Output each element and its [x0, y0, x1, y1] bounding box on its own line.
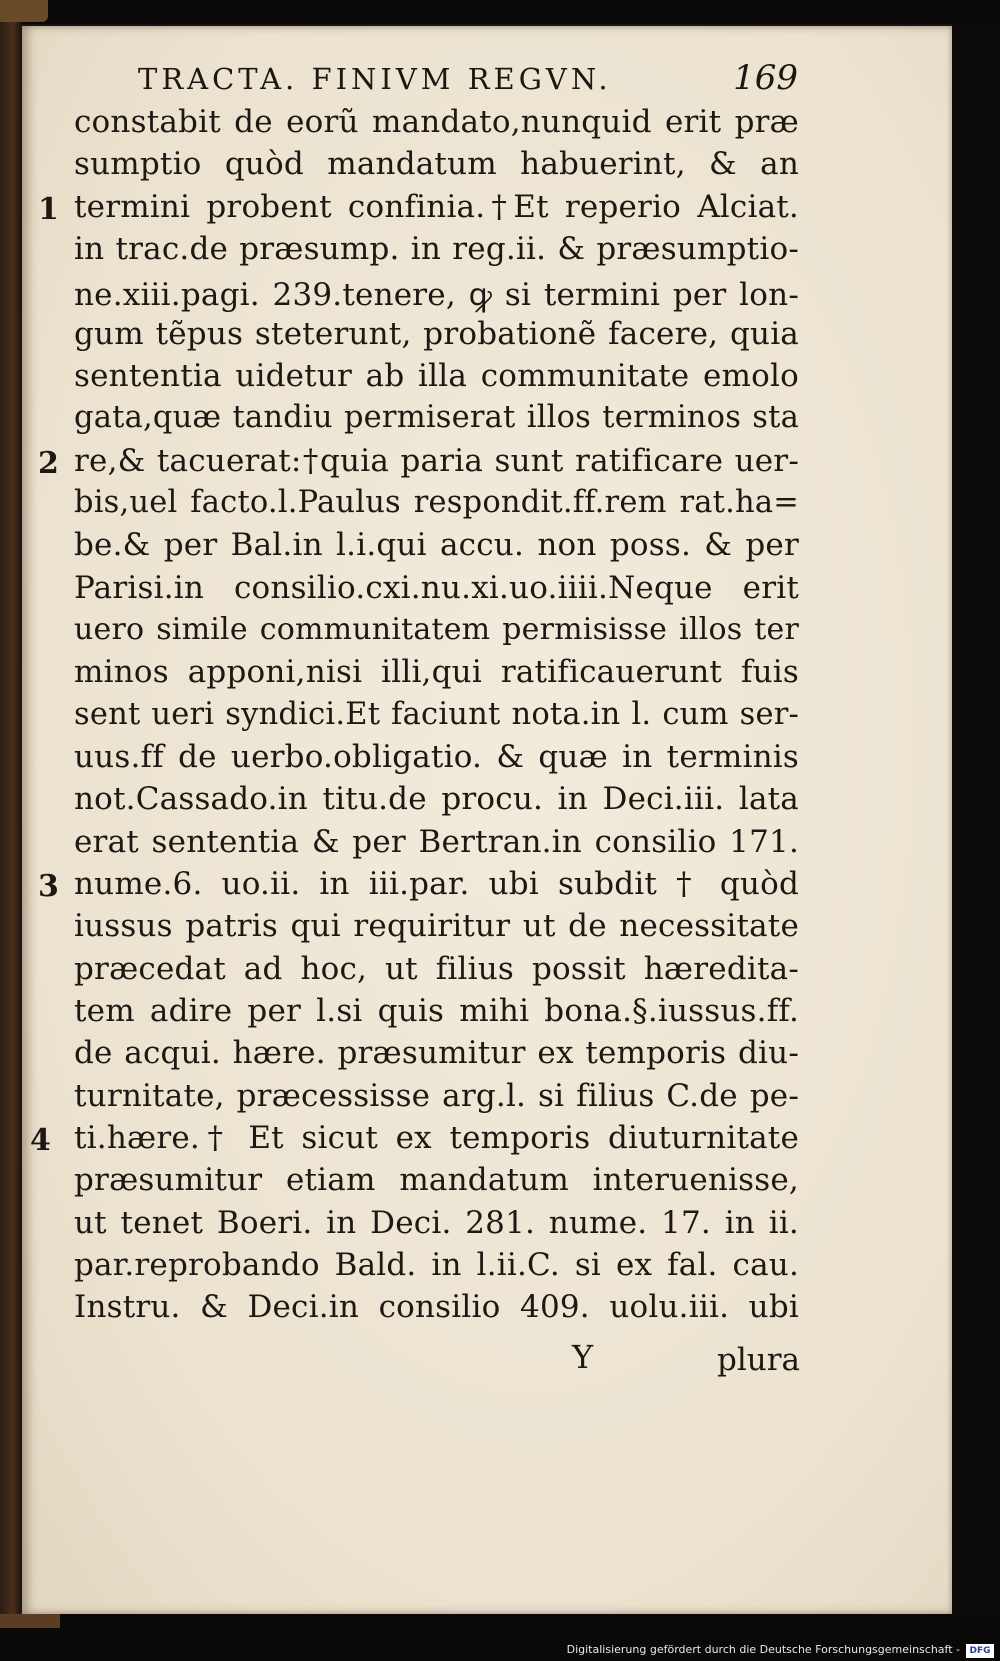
text-line: sent ueri syndici.Et faciunt nota.in l. cum ser- [74, 697, 799, 732]
running-head [138, 58, 798, 102]
text-line: sumptio quòd mandatum habuerint, & an [74, 146, 799, 182]
text-line: re,& tacuerat:†quia paria sunt ratificare uer- [74, 443, 799, 479]
catchword: plura [716, 1342, 800, 1378]
text-line: par.reprobando Bald. in l.ii.C. si ex fal. cau. [74, 1247, 799, 1283]
text-line: not.Cassado.in titu.de procu. in Deci.iii. lata [74, 781, 799, 817]
text-line: erat sententia & per Bertran.in consilio 171. [74, 824, 799, 860]
book-binding-edge [0, 0, 22, 1661]
text-line: uus.ff de uerbo.obligatio. & quæ in terminis [74, 739, 799, 775]
text-line: ti.hære.† Et sicut ex temporis diuturnitate [74, 1120, 799, 1156]
text-line: bis,uel facto.l.Paulus respondit.ff.rem rat.ha= [74, 485, 799, 520]
running-title: TRACTA. FINIVM REGVN. [138, 62, 612, 96]
text-line: præsumitur etiam mandatum interuenisse, [74, 1162, 799, 1198]
dfg-logo: DFG [966, 1644, 994, 1658]
text-line: be.& per Bal.in l.i.qui accu. non poss. & per [74, 527, 799, 563]
signature-mark: Y [572, 1338, 594, 1376]
text-line: præcedat ad hoc, ut filius possit hæredita- [74, 951, 799, 987]
scan-top-border [0, 0, 1000, 24]
binding-corner [0, 0, 48, 22]
text-line: turnitate, præcessisse arg.l. si filius C.de pe- [74, 1078, 799, 1114]
text-line: iussus patris qui requiritur ut de necessitate [74, 908, 799, 944]
text-line: termini probent confinia.†Et reperio Alciat. [74, 189, 799, 225]
text-line: gata,quæ tandiu permiserat illos terminos sta [74, 400, 799, 435]
text-line: tem adire per l.si quis mihi bona.§.iussus.ff. [74, 993, 799, 1029]
scan-right-border [952, 24, 1000, 1624]
text-line: uero simile communitatem permisisse illos ter [74, 612, 799, 647]
text-line: Parisi.in consilio.cxi.nu.xi.uo.iiii.Neque erit [74, 570, 799, 606]
binding-bottom-corner [0, 1614, 60, 1628]
text-line: Instru. & Deci.in consilio 409. uolu.iii. ubi [74, 1289, 799, 1325]
margin-note-number: 2 [38, 446, 59, 481]
text-line: ut tenet Boeri. in Deci. 281. nume. 17. in ii. [74, 1205, 799, 1241]
text-line: minos apponi,nisi illi,qui ratificauerunt fuis [74, 654, 799, 690]
text-line: sententia uidetur ab illa communitate emolo [74, 358, 799, 394]
margin-note-number: 3 [38, 869, 59, 904]
text-line: de acqui. hære. præsumitur ex temporis diu- [74, 1035, 799, 1071]
margin-note-number: 1 [38, 192, 59, 227]
text-line: constabit de eorũ mandato,nunquid erit præ [74, 104, 799, 140]
margin-note-number: 4 [30, 1123, 51, 1158]
text-line: gum tẽpus steterunt, probationẽ facere, quia [74, 316, 799, 352]
text-line: in trac.de præsump. in reg.ii. & præsumptio- [74, 231, 799, 267]
digitization-credit: Digitalisierung gefördert durch die Deutsche Forschungsgemeinschaft - [566, 1643, 960, 1656]
text-line: nume.6. uo.ii. in iii.par. ubi subdit † quòd [74, 866, 799, 902]
folio-number: 169 [733, 58, 798, 98]
text-line: ne.xiii.pagi. 239.tenere, ꝙ si termini per lon- [74, 277, 799, 313]
